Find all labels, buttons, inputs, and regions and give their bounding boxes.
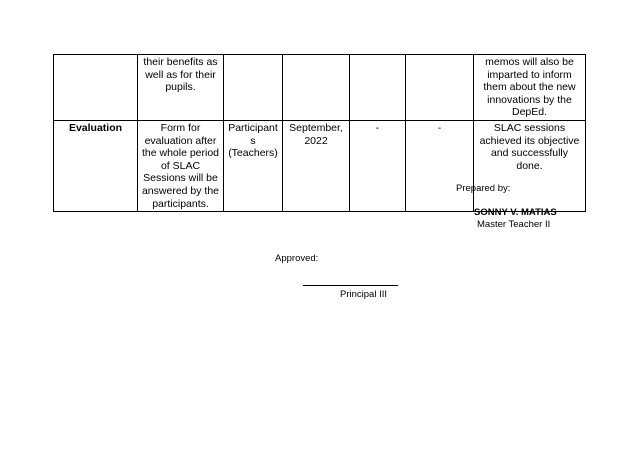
table-row [54, 55, 586, 121]
outcome-cell: memos will also be imparted to inform them about the new innovations by the DepEd. [474, 55, 586, 121]
activity-cell: Evaluation [54, 120, 138, 211]
budget-cell [350, 55, 406, 121]
time-cell: September, 2022 [283, 120, 350, 211]
signature-line [303, 285, 398, 286]
persons-cell [224, 55, 283, 121]
description-cell: Form for evaluation after the whole period of SLAC Sessions will be answered by the participants. [138, 120, 224, 211]
persons-cell: Participants (Teachers) [224, 120, 283, 211]
time-cell [283, 55, 350, 121]
table-row [54, 120, 586, 211]
preparer-title: Master Teacher II [477, 219, 551, 230]
source-cell: - [406, 120, 474, 211]
source-cell [406, 55, 474, 121]
budget-cell: - [350, 120, 406, 211]
prepared-by-label: Prepared by: [456, 183, 511, 194]
activity-cell [54, 55, 138, 121]
approver-title: Principal III [340, 289, 387, 300]
description-cell: their benefits as well as for their pupils. [138, 55, 224, 121]
approved-label: Approved: [275, 253, 319, 264]
preparer-name: SONNY V. MATIAS [474, 207, 557, 218]
outcome-cell: SLAC sessions achieved its objective and successfully done. [474, 120, 586, 211]
